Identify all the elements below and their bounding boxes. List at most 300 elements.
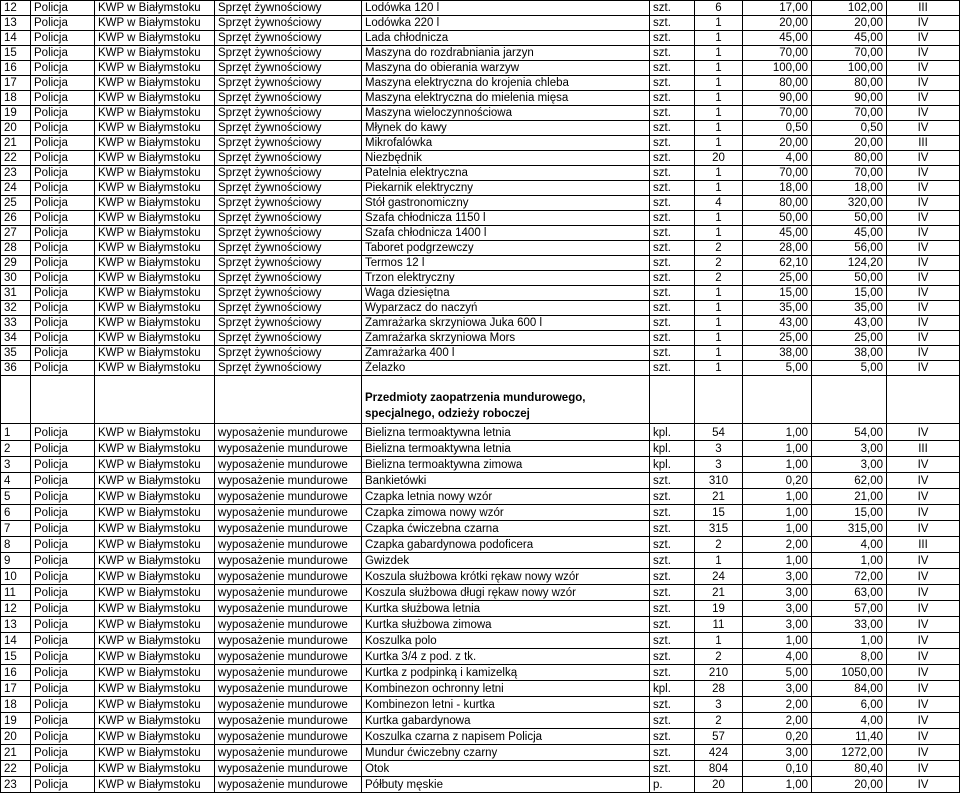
cell-office-name: KWP w Białymstoku (95, 271, 215, 286)
cell-unit-price: 38,00 (743, 346, 812, 361)
cell-category: Sprzęt żywnościowy (215, 121, 362, 136)
cell-unit-measure: szt. (650, 697, 695, 713)
table-row (1, 601, 960, 617)
cell-total-value: 124,20 (812, 256, 887, 271)
cell-row-number: 25 (1, 196, 31, 211)
cell-condition-class: IV (887, 361, 960, 376)
cell-total-value: 62,00 (812, 473, 887, 489)
cell-office-name: KWP w Białymstoku (95, 729, 215, 745)
cell-unit-name: Policja (31, 505, 95, 521)
cell-row-number: 4 (1, 473, 31, 489)
cell-row-number: 29 (1, 256, 31, 271)
cell-item-name: Kombinezon ochronny letni (362, 681, 650, 697)
cell-unit-price: 28,00 (743, 241, 812, 256)
cell-unit-price: 90,00 (743, 91, 812, 106)
cell-unit-price: 1,00 (743, 633, 812, 649)
cell-office-name: KWP w Białymstoku (95, 76, 215, 91)
cell-unit-measure: szt. (650, 585, 695, 601)
table-row (1, 31, 960, 46)
cell-office-name: KWP w Białymstoku (95, 181, 215, 196)
empty-cell (95, 376, 215, 424)
table-row (1, 106, 960, 121)
cell-quantity: 1 (695, 181, 743, 196)
cell-unit-name: Policja (31, 777, 95, 793)
cell-office-name: KWP w Białymstoku (95, 424, 215, 441)
cell-quantity: 6 (695, 1, 743, 16)
cell-quantity: 1 (695, 76, 743, 91)
cell-item-name: Lodówka 120 l (362, 1, 650, 16)
cell-category: wyposażenie mundurowe (215, 681, 362, 697)
cell-unit-name: Policja (31, 136, 95, 151)
cell-row-number: 17 (1, 76, 31, 91)
cell-office-name: KWP w Białymstoku (95, 91, 215, 106)
cell-office-name: KWP w Białymstoku (95, 745, 215, 761)
cell-item-name: Koszulka polo (362, 633, 650, 649)
cell-row-number: 14 (1, 31, 31, 46)
cell-item-name: Półbuty męskie (362, 777, 650, 793)
cell-unit-measure: kpl. (650, 424, 695, 441)
cell-total-value: 84,00 (812, 681, 887, 697)
cell-category: Sprzęt żywnościowy (215, 151, 362, 166)
cell-office-name: KWP w Białymstoku (95, 1, 215, 16)
cell-unit-price: 3,00 (743, 585, 812, 601)
cell-office-name: KWP w Białymstoku (95, 61, 215, 76)
cell-unit-measure: szt. (650, 489, 695, 505)
cell-unit-measure: szt. (650, 271, 695, 286)
section-title: Przedmioty zaopatrzenia mundurowego, specjalnego, odzieży roboczej (362, 376, 650, 424)
cell-quantity: 1 (695, 61, 743, 76)
cell-item-name: Kombinezon letni - kurtka (362, 697, 650, 713)
cell-unit-name: Policja (31, 424, 95, 441)
cell-row-number: 18 (1, 697, 31, 713)
cell-item-name: Czapka letnia nowy wzór (362, 489, 650, 505)
cell-unit-name: Policja (31, 761, 95, 777)
cell-category: Sprzęt żywnościowy (215, 286, 362, 301)
cell-row-number: 16 (1, 665, 31, 681)
cell-row-number: 5 (1, 489, 31, 505)
cell-unit-measure: szt. (650, 617, 695, 633)
cell-total-value: 20,00 (812, 136, 887, 151)
cell-unit-price: 35,00 (743, 301, 812, 316)
cell-quantity: 1 (695, 226, 743, 241)
cell-unit-measure: p. (650, 777, 695, 793)
cell-item-name: Maszyna do rozdrabniania jarzyn (362, 46, 650, 61)
cell-office-name: KWP w Białymstoku (95, 681, 215, 697)
table-row (1, 166, 960, 181)
cell-unit-measure: szt. (650, 1, 695, 16)
cell-condition-class: IV (887, 16, 960, 31)
cell-unit-measure: szt. (650, 569, 695, 585)
cell-item-name: Zamrażarka skrzyniowa Mors (362, 331, 650, 346)
cell-unit-measure: szt. (650, 211, 695, 226)
table-row (1, 256, 960, 271)
table-row (1, 61, 960, 76)
cell-item-name: Czapka gabardynowa podoficera (362, 537, 650, 553)
cell-unit-price: 1,00 (743, 441, 812, 457)
table-row (1, 457, 960, 473)
cell-condition-class: IV (887, 505, 960, 521)
cell-unit-name: Policja (31, 226, 95, 241)
cell-unit-name: Policja (31, 537, 95, 553)
table-row (1, 761, 960, 777)
cell-quantity: 1 (695, 166, 743, 181)
cell-row-number: 28 (1, 241, 31, 256)
table-row (1, 91, 960, 106)
cell-unit-price: 20,00 (743, 16, 812, 31)
cell-row-number: 26 (1, 211, 31, 226)
cell-unit-measure: szt. (650, 166, 695, 181)
cell-condition-class: IV (887, 697, 960, 713)
cell-condition-class: IV (887, 286, 960, 301)
cell-unit-price: 50,00 (743, 211, 812, 226)
cell-condition-class: III (887, 136, 960, 151)
cell-office-name: KWP w Białymstoku (95, 31, 215, 46)
cell-row-number: 18 (1, 91, 31, 106)
cell-item-name: Wyparzacz do naczyń (362, 301, 650, 316)
cell-unit-measure: szt. (650, 521, 695, 537)
empty-cell (812, 376, 887, 424)
cell-quantity: 1 (695, 31, 743, 46)
cell-condition-class: IV (887, 166, 960, 181)
cell-unit-measure: szt. (650, 301, 695, 316)
cell-office-name: KWP w Białymstoku (95, 457, 215, 473)
table-row (1, 537, 960, 553)
cell-row-number: 15 (1, 46, 31, 61)
cell-condition-class: IV (887, 91, 960, 106)
cell-total-value: 70,00 (812, 46, 887, 61)
cell-total-value: 90,00 (812, 91, 887, 106)
cell-condition-class: IV (887, 31, 960, 46)
cell-quantity: 1 (695, 633, 743, 649)
cell-office-name: KWP w Białymstoku (95, 346, 215, 361)
table-row (1, 16, 960, 31)
cell-unit-price: 70,00 (743, 46, 812, 61)
table-row (1, 489, 960, 505)
section-header-row (1, 376, 960, 424)
cell-unit-name: Policja (31, 151, 95, 166)
cell-unit-name: Policja (31, 713, 95, 729)
cell-total-value: 15,00 (812, 505, 887, 521)
cell-row-number: 11 (1, 585, 31, 601)
cell-unit-name: Policja (31, 121, 95, 136)
cell-item-name: Otok (362, 761, 650, 777)
cell-row-number: 20 (1, 121, 31, 136)
cell-condition-class: IV (887, 256, 960, 271)
cell-category: wyposażenie mundurowe (215, 424, 362, 441)
table-row (1, 286, 960, 301)
cell-item-name: Kurtka gabardynowa (362, 713, 650, 729)
cell-office-name: KWP w Białymstoku (95, 649, 215, 665)
cell-unit-name: Policja (31, 361, 95, 376)
cell-condition-class: IV (887, 301, 960, 316)
cell-condition-class: IV (887, 617, 960, 633)
cell-condition-class: IV (887, 713, 960, 729)
table-row (1, 361, 960, 376)
cell-total-value: 11,40 (812, 729, 887, 745)
cell-unit-measure: szt. (650, 601, 695, 617)
table-row (1, 181, 960, 196)
cell-total-value: 56,00 (812, 241, 887, 256)
table-row (1, 441, 960, 457)
cell-quantity: 2 (695, 713, 743, 729)
cell-row-number: 32 (1, 301, 31, 316)
cell-office-name: KWP w Białymstoku (95, 226, 215, 241)
cell-total-value: 25,00 (812, 331, 887, 346)
cell-condition-class: IV (887, 226, 960, 241)
cell-category: Sprzęt żywnościowy (215, 166, 362, 181)
cell-category: wyposażenie mundurowe (215, 537, 362, 553)
cell-office-name: KWP w Białymstoku (95, 106, 215, 121)
empty-cell (650, 376, 695, 424)
cell-unit-name: Policja (31, 473, 95, 489)
cell-unit-measure: szt. (650, 121, 695, 136)
cell-item-name: Termos 12 l (362, 256, 650, 271)
cell-item-name: Maszyna do obierania warzyw (362, 61, 650, 76)
cell-condition-class: IV (887, 745, 960, 761)
cell-unit-name: Policja (31, 521, 95, 537)
cell-row-number: 23 (1, 777, 31, 793)
cell-category: Sprzęt żywnościowy (215, 1, 362, 16)
cell-unit-measure: szt. (650, 241, 695, 256)
cell-office-name: KWP w Białymstoku (95, 761, 215, 777)
cell-row-number: 10 (1, 569, 31, 585)
cell-office-name: KWP w Białymstoku (95, 166, 215, 181)
cell-total-value: 4,00 (812, 537, 887, 553)
cell-unit-measure: szt. (650, 91, 695, 106)
cell-unit-price: 43,00 (743, 316, 812, 331)
table-row (1, 553, 960, 569)
cell-quantity: 1 (695, 346, 743, 361)
cell-category: Sprzęt żywnościowy (215, 346, 362, 361)
cell-category: Sprzęt żywnościowy (215, 196, 362, 211)
cell-unit-measure: szt. (650, 76, 695, 91)
cell-condition-class: IV (887, 585, 960, 601)
cell-unit-name: Policja (31, 569, 95, 585)
cell-item-name: Szafa chłodnicza 1400 l (362, 226, 650, 241)
cell-total-value: 15,00 (812, 286, 887, 301)
cell-category: wyposażenie mundurowe (215, 521, 362, 537)
cell-category: Sprzęt żywnościowy (215, 241, 362, 256)
cell-quantity: 28 (695, 681, 743, 697)
cell-unit-price: 25,00 (743, 271, 812, 286)
cell-unit-measure: szt. (650, 505, 695, 521)
cell-condition-class: IV (887, 196, 960, 211)
cell-row-number: 7 (1, 521, 31, 537)
cell-category: wyposażenie mundurowe (215, 697, 362, 713)
cell-total-value: 1050,00 (812, 665, 887, 681)
cell-total-value: 6,00 (812, 697, 887, 713)
cell-condition-class: IV (887, 346, 960, 361)
cell-condition-class: IV (887, 121, 960, 136)
cell-condition-class: IV (887, 106, 960, 121)
cell-unit-measure: szt. (650, 61, 695, 76)
cell-unit-measure: szt. (650, 151, 695, 166)
table-row (1, 136, 960, 151)
empty-cell (31, 376, 95, 424)
cell-unit-measure: szt. (650, 553, 695, 569)
cell-category: wyposażenie mundurowe (215, 665, 362, 681)
cell-quantity: 315 (695, 521, 743, 537)
cell-unit-name: Policja (31, 1, 95, 16)
cell-condition-class: IV (887, 181, 960, 196)
cell-total-value: 72,00 (812, 569, 887, 585)
cell-quantity: 54 (695, 424, 743, 441)
cell-unit-price: 80,00 (743, 76, 812, 91)
cell-condition-class: IV (887, 424, 960, 441)
cell-item-name: Piekarnik elektryczny (362, 181, 650, 196)
cell-office-name: KWP w Białymstoku (95, 211, 215, 226)
cell-unit-name: Policja (31, 489, 95, 505)
cell-total-value: 3,00 (812, 441, 887, 457)
cell-condition-class: IV (887, 331, 960, 346)
table-row (1, 121, 960, 136)
cell-quantity: 24 (695, 569, 743, 585)
cell-unit-name: Policja (31, 91, 95, 106)
cell-condition-class: IV (887, 241, 960, 256)
cell-item-name: Mikrofalówka (362, 136, 650, 151)
cell-total-value: 5,00 (812, 361, 887, 376)
cell-row-number: 13 (1, 16, 31, 31)
cell-condition-class: IV (887, 601, 960, 617)
empty-cell (743, 376, 812, 424)
cell-condition-class: IV (887, 46, 960, 61)
cell-item-name: Kurtka służbowa letnia (362, 601, 650, 617)
cell-total-value: 100,00 (812, 61, 887, 76)
cell-unit-price: 0,50 (743, 121, 812, 136)
cell-unit-measure: szt. (650, 286, 695, 301)
cell-quantity: 1 (695, 316, 743, 331)
cell-unit-measure: szt. (650, 331, 695, 346)
cell-quantity: 4 (695, 196, 743, 211)
empty-cell (215, 376, 362, 424)
cell-total-value: 33,00 (812, 617, 887, 633)
cell-office-name: KWP w Białymstoku (95, 585, 215, 601)
cell-unit-name: Policja (31, 649, 95, 665)
cell-office-name: KWP w Białymstoku (95, 489, 215, 505)
cell-row-number: 35 (1, 346, 31, 361)
cell-condition-class: IV (887, 61, 960, 76)
empty-cell (1, 376, 31, 424)
cell-quantity: 2 (695, 649, 743, 665)
cell-row-number: 17 (1, 681, 31, 697)
cell-unit-name: Policja (31, 256, 95, 271)
cell-item-name: Szafa chłodnicza 1150 l (362, 211, 650, 226)
cell-row-number: 15 (1, 649, 31, 665)
table-row (1, 633, 960, 649)
cell-unit-name: Policja (31, 166, 95, 181)
cell-row-number: 22 (1, 151, 31, 166)
cell-unit-measure: szt. (650, 196, 695, 211)
cell-unit-measure: szt. (650, 346, 695, 361)
cell-unit-name: Policja (31, 31, 95, 46)
table-row (1, 713, 960, 729)
cell-row-number: 8 (1, 537, 31, 553)
cell-unit-name: Policja (31, 76, 95, 91)
cell-office-name: KWP w Białymstoku (95, 569, 215, 585)
cell-unit-measure: szt. (650, 361, 695, 376)
cell-total-value: 50,00 (812, 211, 887, 226)
cell-condition-class: IV (887, 151, 960, 166)
cell-row-number: 30 (1, 271, 31, 286)
cell-row-number: 27 (1, 226, 31, 241)
cell-office-name: KWP w Białymstoku (95, 46, 215, 61)
cell-unit-name: Policja (31, 617, 95, 633)
cell-unit-price: 25,00 (743, 331, 812, 346)
cell-total-value: 8,00 (812, 649, 887, 665)
cell-unit-price: 5,00 (743, 361, 812, 376)
cell-unit-measure: szt. (650, 136, 695, 151)
cell-item-name: Patelnia elektryczna (362, 166, 650, 181)
cell-unit-price: 45,00 (743, 31, 812, 46)
cell-total-value: 18,00 (812, 181, 887, 196)
cell-condition-class: IV (887, 665, 960, 681)
cell-unit-price: 0,10 (743, 761, 812, 777)
cell-unit-name: Policja (31, 301, 95, 316)
cell-unit-measure: szt. (650, 761, 695, 777)
cell-row-number: 21 (1, 745, 31, 761)
cell-unit-price: 1,00 (743, 489, 812, 505)
cell-unit-price: 15,00 (743, 286, 812, 301)
cell-item-name: Waga dziesiętna (362, 286, 650, 301)
cell-office-name: KWP w Białymstoku (95, 241, 215, 256)
cell-category: Sprzęt żywnościowy (215, 76, 362, 91)
cell-category: wyposażenie mundurowe (215, 585, 362, 601)
cell-unit-name: Policja (31, 316, 95, 331)
cell-total-value: 57,00 (812, 601, 887, 617)
table-row (1, 681, 960, 697)
cell-item-name: Maszyna wieloczynnościowa (362, 106, 650, 121)
cell-category: Sprzęt żywnościowy (215, 211, 362, 226)
cell-category: Sprzęt żywnościowy (215, 301, 362, 316)
cell-item-name: Koszulka czarna z napisem Policja (362, 729, 650, 745)
cell-row-number: 19 (1, 713, 31, 729)
cell-unit-name: Policja (31, 16, 95, 31)
cell-unit-measure: szt. (650, 46, 695, 61)
cell-unit-name: Policja (31, 271, 95, 286)
cell-item-name: Gwizdek (362, 553, 650, 569)
cell-unit-price: 3,00 (743, 601, 812, 617)
table-row (1, 585, 960, 601)
cell-unit-name: Policja (31, 665, 95, 681)
cell-office-name: KWP w Białymstoku (95, 121, 215, 136)
cell-total-value: 0,50 (812, 121, 887, 136)
cell-unit-name: Policja (31, 346, 95, 361)
cell-unit-price: 2,00 (743, 713, 812, 729)
cell-row-number: 19 (1, 106, 31, 121)
cell-quantity: 57 (695, 729, 743, 745)
cell-unit-price: 1,00 (743, 457, 812, 473)
table-row (1, 346, 960, 361)
cell-unit-name: Policja (31, 745, 95, 761)
cell-unit-price: 5,00 (743, 665, 812, 681)
cell-category: wyposażenie mundurowe (215, 761, 362, 777)
cell-condition-class: III (887, 1, 960, 16)
cell-total-value: 80,00 (812, 76, 887, 91)
cell-quantity: 1 (695, 301, 743, 316)
table-row (1, 196, 960, 211)
cell-row-number: 12 (1, 1, 31, 16)
cell-unit-name: Policja (31, 633, 95, 649)
cell-unit-price: 1,00 (743, 777, 812, 793)
cell-category: Sprzęt żywnościowy (215, 181, 362, 196)
cell-condition-class: IV (887, 521, 960, 537)
cell-category: Sprzęt żywnościowy (215, 331, 362, 346)
cell-unit-measure: szt. (650, 181, 695, 196)
cell-category: Sprzęt żywnościowy (215, 136, 362, 151)
cell-unit-price: 4,00 (743, 151, 812, 166)
cell-unit-measure: szt. (650, 106, 695, 121)
cell-unit-price: 4,00 (743, 649, 812, 665)
